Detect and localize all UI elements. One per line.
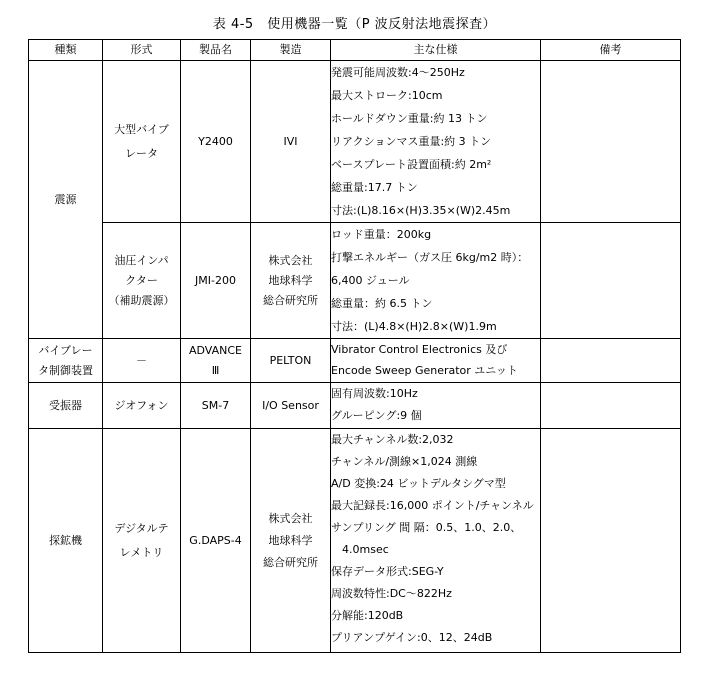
spec-line: ベースプレート設置面積:約 2m² [331,158,492,171]
spec-line: 最大チャンネル数:2,032 [331,433,454,446]
maker-cell: I/O Sensor [251,383,331,429]
spec-line: Encode Sweep Generator ユニット [331,364,518,377]
form-cell: デジタルテ レメトリ [103,429,181,653]
spec-line: リアクションマス重量:約 3 トン [331,135,492,148]
spec-line: 周波数特性:DC～822Hz [331,587,452,600]
header-row [29,40,681,61]
spec-line: グルーピング:9 個 [331,409,422,422]
product-cell: SM-7 [181,383,251,429]
spec-line: ロッド重量：200kg [331,228,432,241]
spec-line: 寸法：(L)4.8×(H)2.8×(W)1.9m [331,320,497,333]
header-product: 製品名 [181,40,251,61]
header-notes: 備考 [541,40,681,61]
maker-cell: IVI [251,61,331,223]
spec-line: 固有周波数:10Hz [331,387,418,400]
maker-cell: PELTON [251,339,331,383]
spec-line: 分解能:120dB [331,609,404,622]
header-maker: 製造 [251,40,331,61]
product-cell: JMI-200 [181,223,251,339]
table-row-vibrator [29,61,681,223]
maker-cell: 株式会社 地球科学 総合研究所 [251,429,331,653]
table-title: 表 4-5 使用機器一覧（P 波反射法地震探査） [212,17,497,32]
form-cell: 油圧インパ クター （補助震源） [103,223,181,339]
table-row-receiver [29,383,681,429]
note-cell [541,383,681,429]
note-cell [541,339,681,383]
spec-list [331,61,541,223]
table-row-impactor [29,223,681,339]
form-cell: － [103,339,181,383]
note-cell [541,61,681,223]
product-cell: G.DAPS-4 [181,429,251,653]
spec-line: 4.0msec [331,543,389,556]
spec-line: ホールドダウン重量:約 13 トン [331,112,488,125]
spec-line: チャンネル/測線×1,024 測線 [331,455,478,468]
form-cell: ジオフォン [103,383,181,429]
spec-line: サンプリング 間 隔：0.5、1.0、2.0、 [331,521,522,534]
kind-cell: 探鉱機 [29,429,103,653]
spec-list [331,339,541,383]
kind-cell-source [29,61,103,339]
spec-line: 保存データ形式:SEG-Y [331,565,444,578]
form-cell: 大型バイブ レータ [103,61,181,223]
spec-line: 総重量：約 6.5 トン [331,297,433,310]
spec-line: 総重量:17.7 トン [331,181,418,194]
header-kind: 種類 [29,40,103,61]
maker-cell: 株式会社 地球科学 総合研究所 [251,223,331,339]
spec-line: 発震可能周波数:4～250Hz [331,66,465,79]
table-row-recorder [29,429,681,653]
spec-line: 最大ストローク:10cm [331,89,443,102]
equipment-table [28,39,681,653]
kind-cell: バイブレー タ制御装置 [29,339,103,383]
spec-line: プリアンプゲイン:0、12、24dB [331,631,493,644]
spec-list [331,429,541,653]
kind-cell: 受振器 [29,383,103,429]
product-cell: Y2400 [181,61,251,223]
note-cell [541,223,681,339]
header-specs: 主な仕様 [331,40,541,61]
spec-line: 打撃エネルギー（ガス圧 6kg/m2 時）： [331,251,529,264]
header-form: 形式 [103,40,181,61]
spec-line: 寸法:(L)8.16×(H)3.35×(W)2.45m [331,204,511,217]
spec-line: A/D 変換:24 ビットデルタシグマ型 [331,477,506,490]
kind-label: 震源 [54,192,77,206]
table-row-controller [29,339,681,383]
spec-line: 最大記録長:16,000 ポイント/チャンネル [331,499,534,512]
spec-line: 6,400 ジュール [331,274,410,287]
spec-line: Vibrator Control Electronics 及び [331,343,508,356]
note-cell [541,429,681,653]
spec-list [331,383,541,429]
spec-list [331,223,541,339]
product-cell: ADVANCE Ⅲ [181,339,251,383]
